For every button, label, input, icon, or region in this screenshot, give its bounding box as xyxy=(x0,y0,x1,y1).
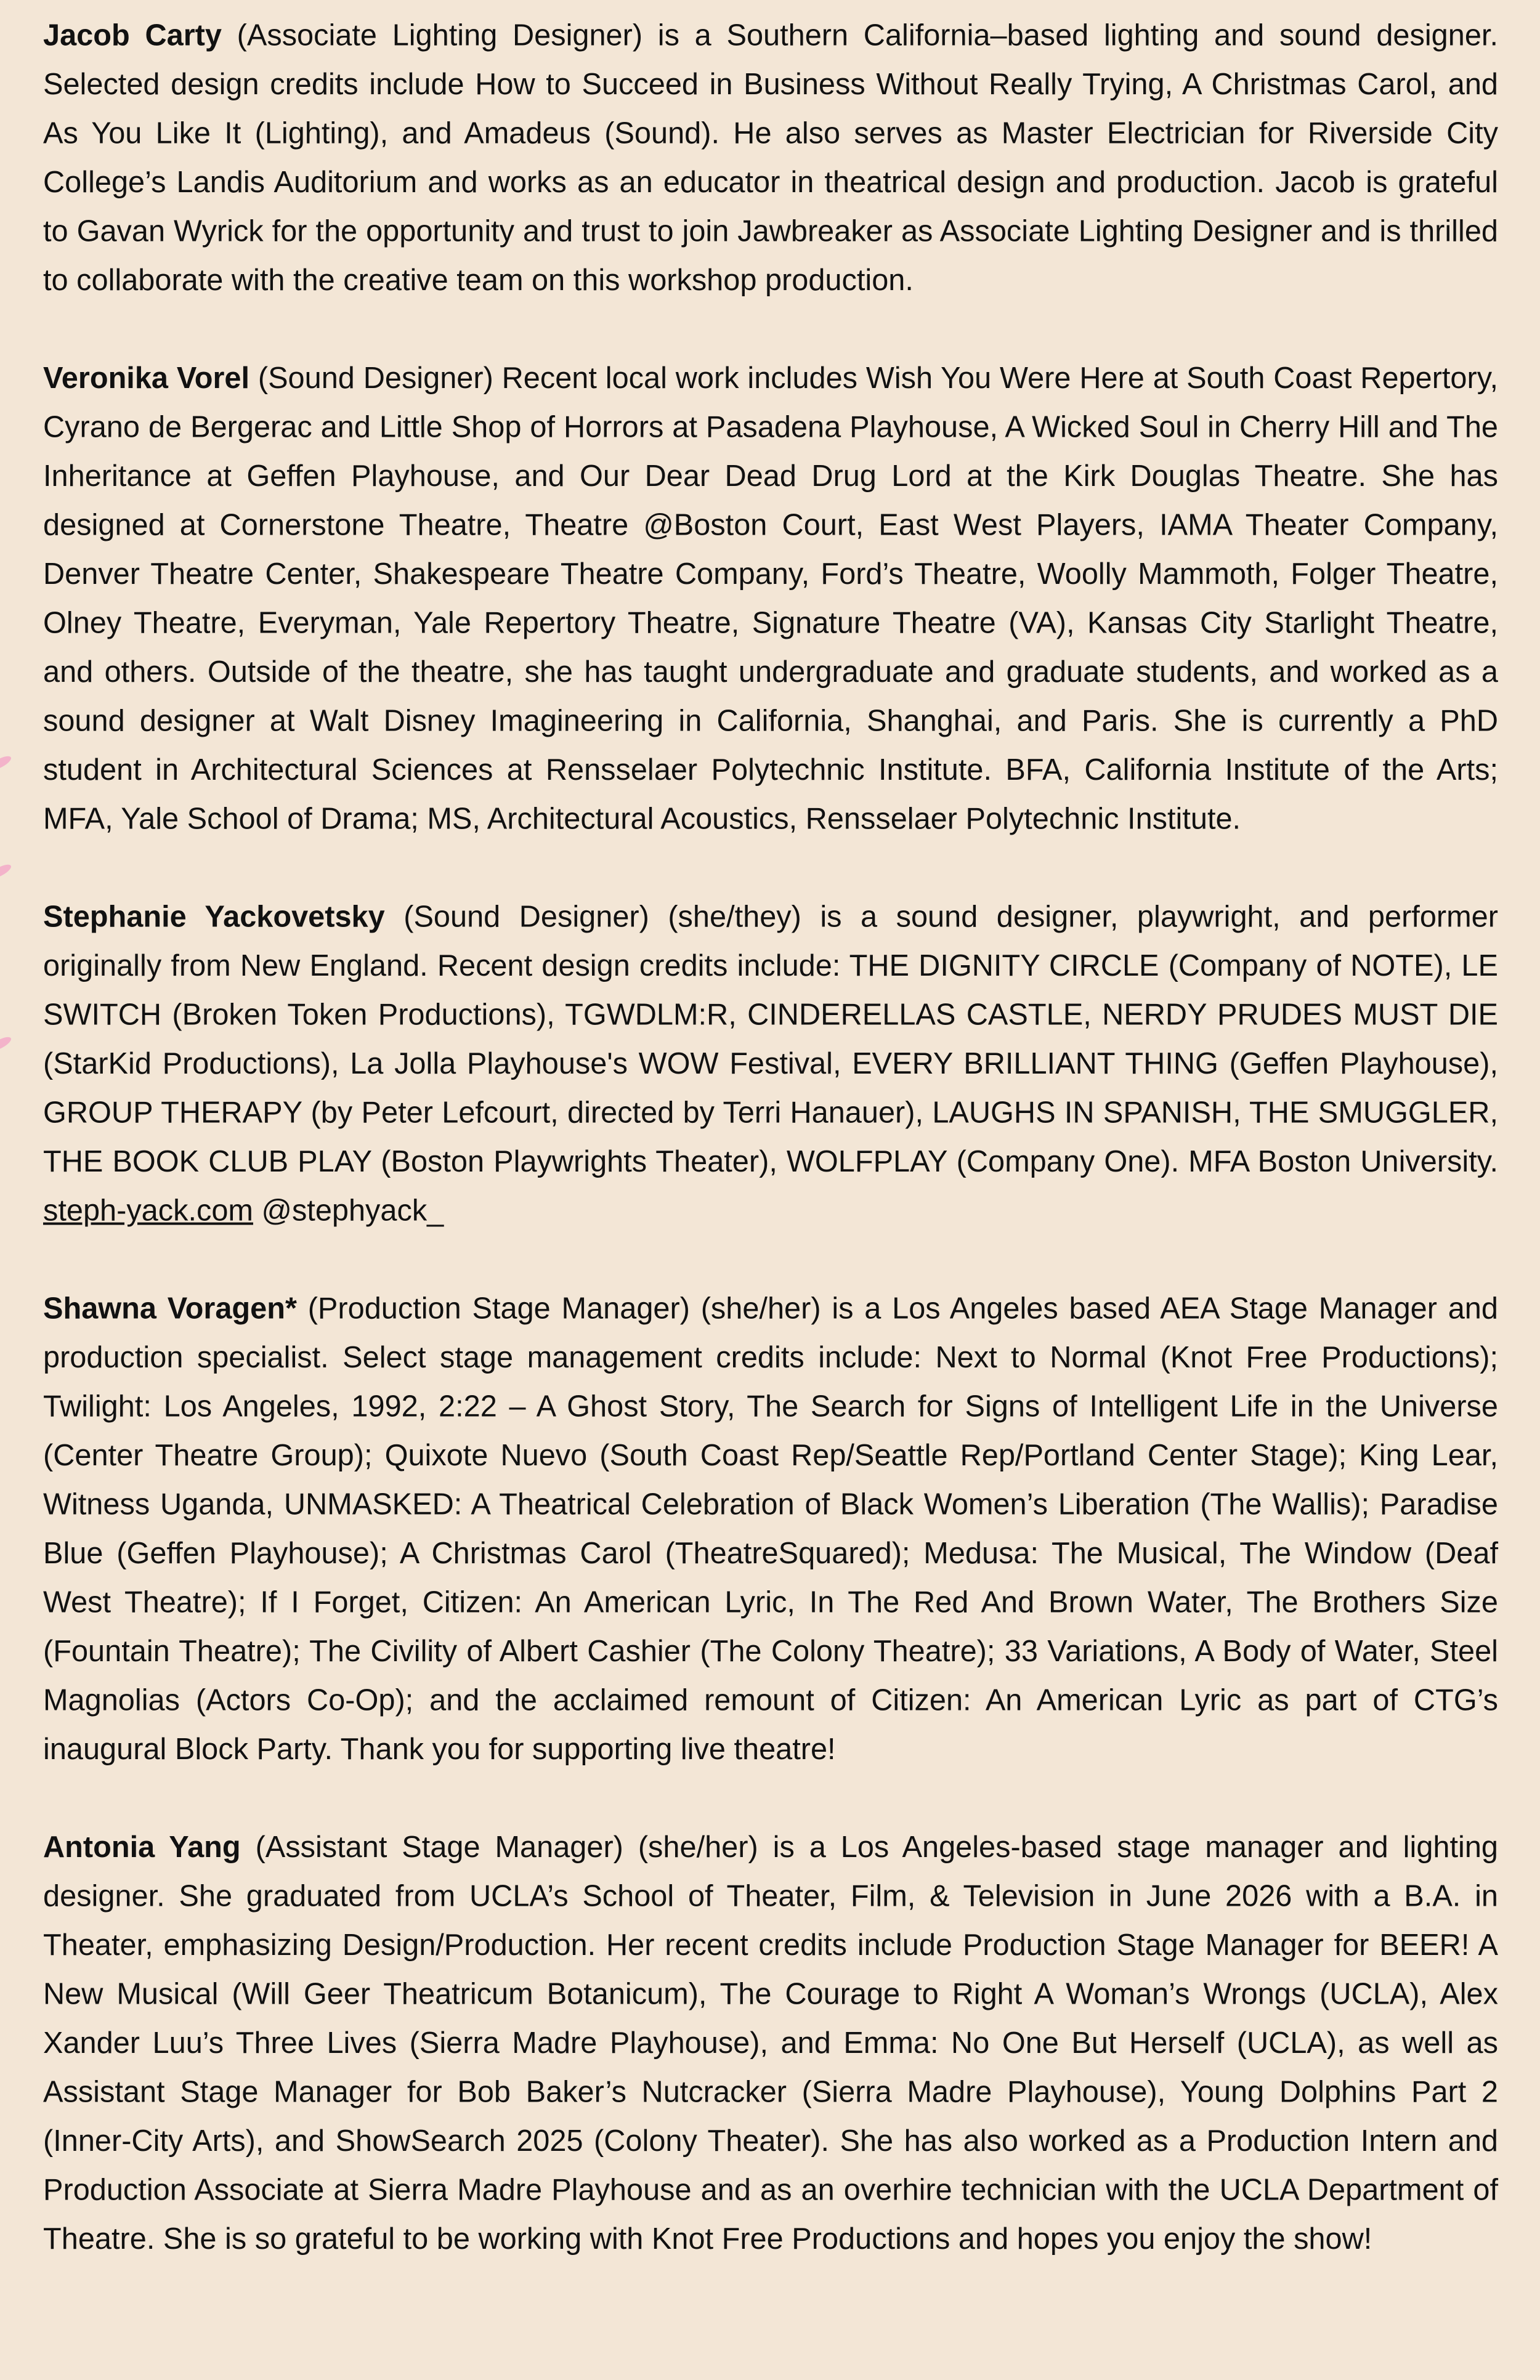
bio-name: Jacob Carty xyxy=(43,18,222,52)
bio-antonia-yang xyxy=(43,1823,1498,2264)
bio-shawna-voragen xyxy=(43,1284,1498,1774)
bio-text: (Sound Designer) (she/they) is a sound designer, playwright, and performer originally from New England. Recent design credits include: THE DIGNITY CIRCLE (Company of NOTE), LE SWITCH (Broken Token Productions), TGWDLM:R, CINDERELLAS CASTLE, NERDY PRUDES MUST DIE (StarKid Productions), La Jolla Playhouse's WOW Festival, EVERY BRILLIANT THING (Geffen Playhouse), GROUP THERAPY (by Peter Lefcourt, directed by Terri Hanauer), LAUGHS IN SPANISH, THE SMUGGLER, THE BOOK CLUB PLAY (Boston Playwrights Theater), WOLFPLAY (Company One). MFA Boston University. xyxy=(43,900,1498,1179)
bio-name: Shawna Voragen* xyxy=(43,1292,297,1326)
bio-stephanie-yackovetsky xyxy=(43,892,1498,1236)
bio-name: Stephanie Yackovetsky xyxy=(43,900,385,934)
bio-veronika-vorel xyxy=(43,354,1498,844)
bio-text: (Associate Lighting Designer) is a Southern California–based lighting and sound designer. Selected design credits include How to Succeed in Business Without Really Trying, A Christmas Carol, and As You Like It (Lighting), and Amadeus (Sound). He also serves as Master Electrician for Riverside City College’s Landis Auditorium and works as an educator in theatrical design and production. Jacob is grateful to Gavan Wyrick for the opportunity and trust to join Jawbreaker as Associate Lighting Designer and is thrilled to collaborate with the creative team on this workshop production. xyxy=(43,18,1498,298)
bio-name: Antonia Yang xyxy=(43,1831,241,1864)
bio-handle: @stephyack_ xyxy=(253,1194,444,1228)
decorative-flourish xyxy=(0,862,13,881)
website-link[interactable]: steph-yack.com xyxy=(43,1194,253,1228)
bio-text: (Production Stage Manager) (she/her) is a Los Angeles based AEA Stage Manager and production specialist. Select stage management credits include: Next to Normal (Knot Free Productions); Twilight: Los Angeles, 1992, 2:22 – A Ghost Story, The Search for Signs of Intelligent Life in the Universe (Center Theatre Group); Quixote Nuevo (South Coast Rep/Seattle Rep/Portland Center Stage); King Lear, Witness Uganda, UNMASKED: A Theatrical Celebration of Black Women’s Liberation (The Wallis); Paradise Blue (Geffen Playhouse); A Christmas Carol (TheatreSquared); Medusa: The Musical, The Window (Deaf West Theatre); If I Forget, Citizen: An American Lyric, In The Red And Brown Water, The Brothers Size (Fountain Theatre); The Civility of Albert Cashier (The Colony Theatre); 33 Variations, A Body of Water, Steel Magnolias (Actors Co-Op); and the acclaimed remount of Citizen: An American Lyric as part of CTG’s inaugural Block Party. Thank you for supporting live theatre! xyxy=(43,1292,1498,1767)
bio-text: (Sound Designer) Recent local work includes Wish You Were Here at South Coast Repertory, Cyrano de Bergerac and Little Shop of Horrors at Pasadena Playhouse, A Wicked Soul in Cherry Hill and The Inheritance at Geffen Playhouse, and Our Dear Dead Drug Lord at the Kirk Douglas Theatre. She has designed at Cornerstone Theatre, Theatre @Boston Court, East West Players, IAMA Theater Company, Denver Theatre Center, Shakespeare Theatre Company, Ford’s Theatre, Woolly Mammoth, Folger Theatre, Olney Theatre, Everyman, Yale Repertory Theatre, Signature Theatre (VA), Kansas City Starlight Theatre, and others. Outside of the theatre, she has taught undergraduate and graduate students, and worked as a sound designer at Walt Disney Imagineering in California, Shanghai, and Paris. She is currently a PhD student in Architectural Sciences at Rensselaer Polytechnic Institute. BFA, California Institute of the Arts; MFA, Yale School of Drama; MS, Architectural Acoustics, Rensselaer Polytechnic Institute. xyxy=(43,362,1499,836)
bio-text: (Assistant Stage Manager) (she/her) is a Los Angeles-based stage manager and lighting designer. She graduated from UCLA’s School of Theater, Film, & Television in June 2026 with a B.A. in Theater, emphasizing Design/Production. Her recent credits include Production Stage Manager for BEER! A New Musical (Will Geer Theatricum Botanicum), The Courage to Right A Woman’s Wrongs (UCLA), Alex Xander Luu’s Three Lives (Sierra Madre Playhouse), and Emma: No One But Herself (UCLA), as well as Assistant Stage Manager for Bob Baker’s Nutcracker (Sierra Madre Playhouse), Young Dolphins Part 2 (Inner-City Arts), and ShowSearch 2025 (Colony Theater). She has also worked as a Production Intern and Production Associate at Sierra Madre Playhouse and as an overhire technician with the UCLA Department of Theatre. She is so grateful to be working with Knot Free Productions and hopes you enjoy the show! xyxy=(43,1831,1498,2256)
bios-page xyxy=(43,11,1498,2313)
bio-name: Veronika Vorel xyxy=(43,362,250,395)
decorative-flourish xyxy=(0,753,13,772)
decorative-flourish xyxy=(0,1034,13,1053)
bio-jacob-carty xyxy=(43,11,1498,305)
